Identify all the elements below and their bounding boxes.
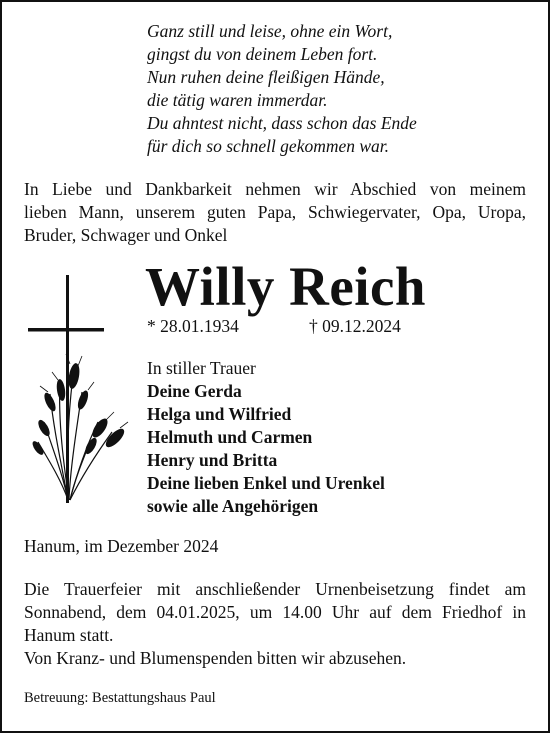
service-line: Hanum statt. xyxy=(24,625,114,645)
poem-line: Nun ruhen deine fleißigen Hände, xyxy=(147,67,385,87)
mourner-name: sowie alle Angehörigen xyxy=(147,496,319,516)
mourner-name: Henry und Britta xyxy=(147,450,278,470)
deceased-name: Willy Reich xyxy=(145,256,427,317)
place-date: Hanum, im Dezember 2024 xyxy=(24,536,219,556)
intro-line: In Liebe und Dankbarkeit nehmen wir Abschied von meinem xyxy=(24,179,526,199)
poem-line: für dich so schnell gekommen war. xyxy=(147,136,390,156)
intro-line: Bruder, Schwager und Onkel xyxy=(24,225,228,245)
mourners-heading: In stiller Trauer xyxy=(147,358,256,378)
service-line: Sonnabend, dem 04.01.2025, um 14.00 Uhr auf dem Friedhof in xyxy=(24,602,526,622)
poem-line: Du ahntest nicht, dass schon das Ende xyxy=(147,113,417,133)
poem-line: Ganz still und leise, ohne ein Wort, xyxy=(147,21,393,41)
funeral-home-credit: Betreuung: Bestattungshaus Paul xyxy=(24,690,216,706)
service-info xyxy=(24,578,526,670)
poem-line: gingst du von deinem Leben fort. xyxy=(147,44,378,64)
mourner-name: Helmuth und Carmen xyxy=(147,427,313,447)
poem-line: die tätig waren immerdar. xyxy=(147,90,328,110)
intro-text xyxy=(24,178,526,247)
service-line: Die Trauerfeier mit anschließender Urnenbeisetzung findet am xyxy=(24,579,526,599)
cross-icon xyxy=(24,272,142,508)
mourners-block xyxy=(147,357,527,518)
death-date: † 09.12.2024 xyxy=(309,316,401,336)
intro-line: lieben Mann, unserem guten Papa, Schwiegervater, Opa, Uropa, xyxy=(24,202,526,222)
mourner-name: Deine Gerda xyxy=(147,381,242,401)
mourner-name: Deine lieben Enkel und Urenkel xyxy=(147,473,385,493)
birth-date: * 28.01.1934 xyxy=(147,316,239,336)
mourner-name: Helga und Wilfried xyxy=(147,404,292,424)
service-line: Von Kranz- und Blumenspenden bitten wir abzusehen. xyxy=(24,648,407,668)
poem xyxy=(147,20,507,158)
